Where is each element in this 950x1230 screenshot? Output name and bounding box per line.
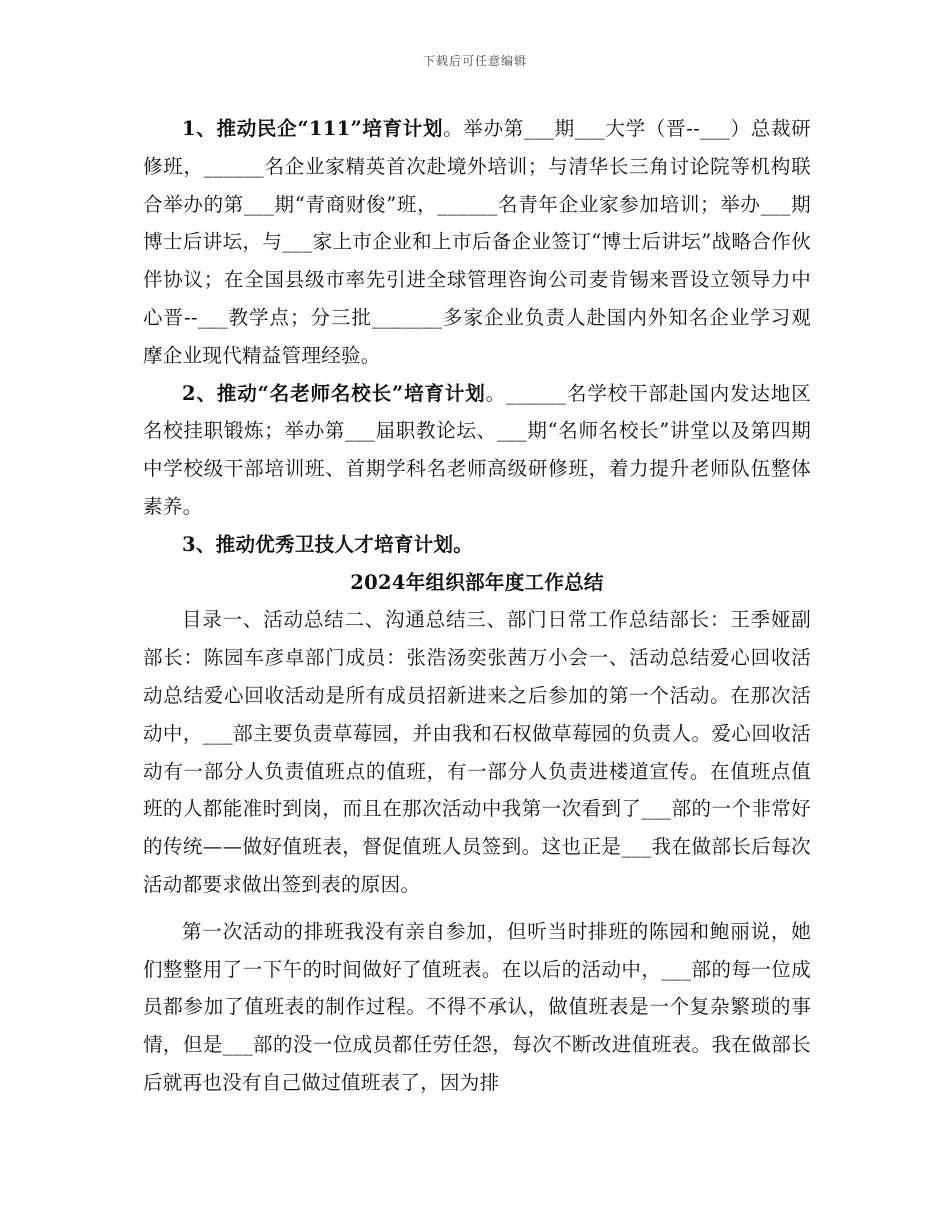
paragraph-1-lead: 1、推动民企“111”培育计划 xyxy=(182,117,444,140)
body-paragraph-2: 第一次活动的排班我没有亲自参加，但听当时排班的陈园和鲍丽说，她们整整用了一下午的时间做好了值班表。在以后的活动中，___部的每一位成员都参加了值班表的制作过程。不得不承认，做值班表是一个复杂繁琐的事情，但是___部的没一位成员都任劳任怨，每次不断改进值班表。我在做部长后就再也没有自己做过值班表了，因为排 xyxy=(143,919,811,1094)
paragraph-2 xyxy=(143,375,811,526)
page-header: 下载后可任意编辑 xyxy=(422,54,527,68)
paragraph-2-lead: 2、推动“名老师名校长”培育计划 xyxy=(182,381,486,405)
paragraph-2-body: 。______名学校干部赴国内发达地区名校挂职锻炼；举办第___届职教论坛、___期“名师名校长”讲堂以及第四期中学校级干部培训班、首期学科名老师高级研修班，着力提升老师队伍整体素养。 xyxy=(143,381,811,518)
paragraph-1 xyxy=(143,110,811,375)
section-title: 2024年组织部年度工作总结 xyxy=(350,570,604,594)
document-body xyxy=(143,110,811,1102)
body-paragraph-1: 目录一、活动总结二、沟通总结三、部门日常工作总结部长：王季娅副部长：陈园车彦卓部门成员：张浩汤奕张茜万小会一、活动总结爱心回收活动总结爱心回收活动是所有成员招新进来之后参加的第一个活动。在那次活动中，___部主要负责草莓园，并由我和石权做草莓园的负责人。爱心回收活动有一部分人负责值班点的值班，有一部分人负责进楼道宣传。在值班点值班的人都能准时到岗，而且在那次活动中我第一次看到了___部的一个非常好的传统——做好值班表，督促值班人员签到。这也正是___我在做部长后每次活动都要求做出签到表的原因。 xyxy=(143,608,811,896)
paragraph-3-lead: 3、推动优秀卫技人才培育计划。 xyxy=(182,532,474,556)
paragraph-1-body: 。举办第___期___大学（晋--___）总裁研修班，______名企业家精英首次赴境外培训；与清华长三角讨论院等机构联合举办的第___期“青商财俊”班，______名青年企业家参加培训；举办___期博士后讲坛，与___家上市企业和上市后备企业签订“博士后讲坛”战略合作伙伴协议；在全国县级市率先引进全球管理咨询公司麦肯锡来晋设立领导力中心晋--___教学点；分三批_______多家企业负责人赴国内外知名企业学习观摩企业现代精益管理经验。 xyxy=(143,117,811,367)
paragraph-3 xyxy=(143,526,811,564)
